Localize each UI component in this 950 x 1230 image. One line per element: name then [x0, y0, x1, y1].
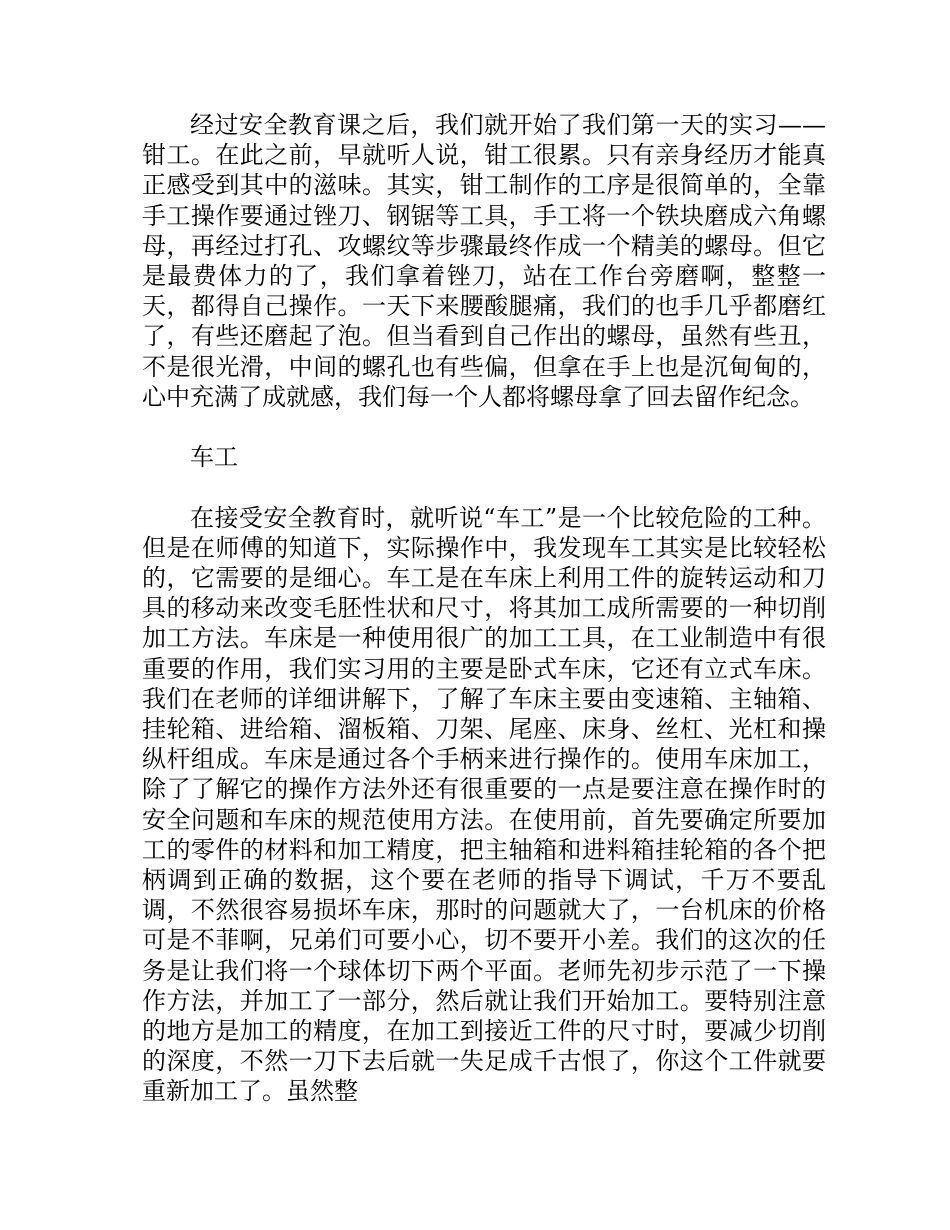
section-heading-turning: 车工 [190, 443, 238, 472]
text-column [142, 110, 826, 1107]
paragraph-fitter-work: 经过安全教育课之后，我们就开始了我们第一天的实习——钳工。在此之前，早就听人说，钳工很累。只有亲身经历才能真正感受到其中的滋味。其实，钳工制作的工序是很简单的，全靠手工操作要通过锉刀、钢锯等工具，手工将一个铁块磨成六角螺母，再经过打孔、攻螺纹等步骤最终作成一个精美的螺母。但它是最费体力的了，我们拿着锉刀，站在工作台旁磨啊，整整一天，都得自己操作。一天下来腰酸腿痛，我们的也手几乎都磨红了，有些还磨起了泡。但当看到自己作出的螺母，虽然有些丑，不是很光滑，中间的螺孔也有些偏，但拿在手上也是沉甸甸的，心中充满了成就感，我们每一个人都将螺母拿了回去留作纪念。 [142, 111, 826, 411]
paragraph-turning-work: 在接受安全教育时，就听说“车工”是一个比较危险的工种。但是在师傅的知道下，实际操作中，我发现车工其实是比较轻松的，它需要的是细心。车工是在车床上利用工件的旋转运动和刀具的移动来改变毛胚性状和尺寸，将其加工成所需要的一种切削加工方法。车床是一种使用很广的加工工具，在工业制造中有很重要的作用，我们实习用的主要是卧式车床，它还有立式车床。我们在老师的详细讲解下，了解了车床主要由变速箱、主轴箱、挂轮箱、进给箱、溜板箱、刀架、尾座、床身、丝杠、光杠和操纵杆组成。车床是通过各个手柄来进行操作的。使用车床加工，除了了解它的操作方法外还有很重要的一点是要注意在操作时的安全问题和车床的规范使用方法。在使用前，首先要确定所要加工的零件的材料和加工精度，把主轴箱和进料箱挂轮箱的各个把柄调到正确的数据，这个要在老师的指导下调试，千万不要乱调，不然很容易损坏车床，那时的问题就大了，一台机床的价格可是不菲啊，兄弟们可要小心，切不要开小差。我们的这次的任务是让我们将一个球体切下两个平面。老师先初步示范了一下操作方法，并加工了一部分，然后就让我们开始加工。要特别注意的地方是加工的精度，在加工到接近工件的尺寸时，要减少切削的深度，不然一刀下去后就一失足成千古恨了，你这个工件就要重新加工了。虽然整 [142, 503, 826, 1106]
paragraph-spacer [142, 412, 826, 442]
paragraph-spacer [142, 472, 826, 502]
